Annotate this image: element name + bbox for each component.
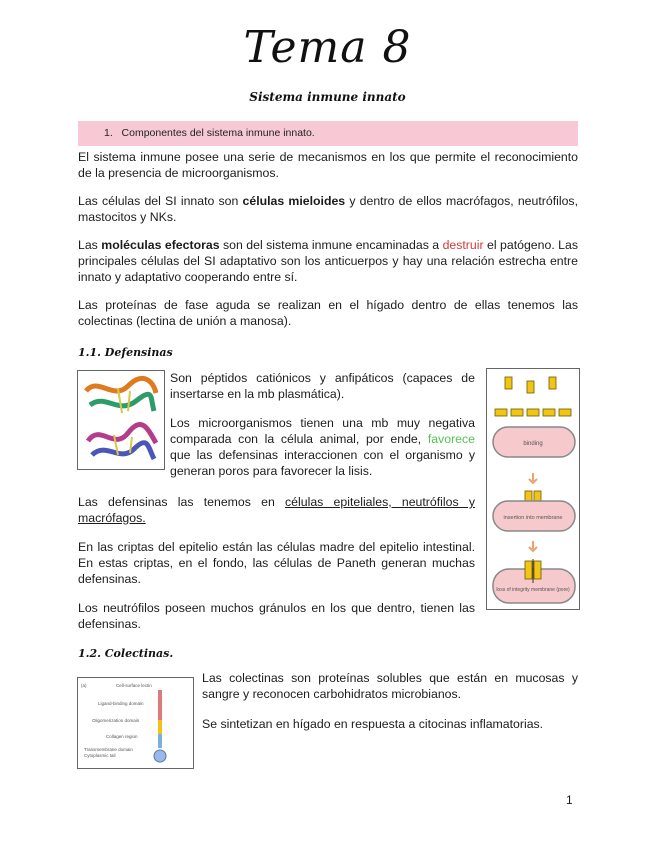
defensinas-paragraph-2 bbox=[170, 415, 475, 479]
colectinas-heading: 1.2. Colectinas. bbox=[78, 647, 174, 660]
section-banner bbox=[78, 121, 578, 146]
defensin-structure-figure bbox=[77, 370, 165, 470]
stage-label-binding: binding bbox=[523, 441, 543, 447]
text-run: y dentro de ellos macrófagos, neutrófilos, mastocitos y NKs. bbox=[78, 194, 578, 224]
colectinas-paragraph-1: Las colectinas son proteínas solubles que están en mucosas y sangre y reconocen carbohidratos microbianos. bbox=[202, 671, 578, 701]
page-subtitle: Sistema inmune innato bbox=[249, 90, 406, 104]
lectin-domain-diagram bbox=[78, 678, 193, 768]
section-heading bbox=[104, 127, 315, 139]
intro-paragraph-1: El sistema inmune posee una serie de mecanismos en los que permite el reconocimiento de la presencia de microorganismos. bbox=[78, 150, 578, 180]
section-number: 1. bbox=[104, 127, 113, 139]
defensinas-paragraph-4: En las criptas del epitelio están las células madre del epitelio intestinal. En estas criptas, en el fondo, las células de Paneth generan muchas defensinas. bbox=[78, 540, 475, 586]
domain-label: Oligomerization domain bbox=[92, 718, 140, 723]
page-number: 1 bbox=[566, 793, 573, 807]
down-arrow-icon bbox=[529, 473, 537, 483]
text-run: son del sistema inmune encaminadas a bbox=[219, 238, 443, 252]
page-title: Tema 8 bbox=[243, 22, 412, 73]
text-run: que las defensinas interaccionen con el organismo y generan poros para favorecer la lisis. bbox=[170, 448, 475, 478]
highlight-green: favorece bbox=[427, 432, 475, 446]
collectin-structure-figure bbox=[77, 677, 194, 769]
underlined-text: células epiteliales, neutrófilos y macrófagos. bbox=[78, 495, 475, 525]
domain-label: Ligand-binding domain bbox=[98, 701, 144, 706]
pore-formation-diagram bbox=[487, 369, 579, 609]
figure-caption: Cell-surface lectin bbox=[116, 683, 152, 688]
intro-paragraph-2 bbox=[78, 193, 578, 225]
colectinas-paragraph-2: Se sintetizan en hígado en respuesta a citocinas inflamatorias. bbox=[202, 717, 544, 731]
intro-paragraph-3 bbox=[78, 237, 578, 285]
defensinas-paragraph-3 bbox=[78, 494, 475, 526]
domain-label: Collagen region bbox=[106, 734, 138, 739]
defensinas-paragraph-5: Los neutrófilos poseen muchos gránulos en los que dentro, tienen las defensinas. bbox=[78, 601, 475, 631]
text-run: Las defensinas las tenemos en bbox=[78, 495, 286, 509]
domain-label: Transmembrane domain bbox=[84, 747, 133, 752]
section-label: Componentes del sistema inmune innato. bbox=[121, 127, 315, 139]
intro-paragraph-4: Las proteínas de fase aguda se realizan en el hígado dentro de ellas tenemos las colectinas (lectina de unión a manosa). bbox=[78, 298, 578, 328]
highlight-red: destruir bbox=[442, 238, 484, 252]
down-arrow-icon bbox=[529, 541, 537, 551]
bold-term: moléculas efectoras bbox=[101, 238, 220, 252]
text-run: el patógeno. Las principales células del SI adaptativo son los anticuerpos y hay una relación estrecha entre innato y adaptativo cooperando entre sí. bbox=[78, 238, 579, 284]
stage-label-pore: loss of integrity membrane (pore) bbox=[496, 587, 570, 593]
domain-label: Cytoplasmic tail bbox=[84, 753, 116, 758]
defensinas-heading: 1.1. Defensinas bbox=[78, 346, 173, 359]
defensinas-paragraph-1: Son péptidos catiónicos y anfipáticos (capaces de insertarse en la mb plasmática). bbox=[170, 371, 475, 401]
bold-term: células mieloides bbox=[242, 194, 346, 208]
text-run: Las células del SI innato son bbox=[78, 194, 243, 208]
stage-label-insertion: insertion into membrane bbox=[503, 515, 563, 521]
defensin-mechanism-figure bbox=[486, 368, 580, 610]
panel-label: (a) bbox=[81, 683, 87, 688]
text-run: Las bbox=[78, 238, 102, 252]
text-run: Los microorganismos tienen una mb muy negativa comparada con la célula animal, por ende, bbox=[170, 416, 475, 446]
protein-ribbon-icon bbox=[78, 371, 164, 469]
